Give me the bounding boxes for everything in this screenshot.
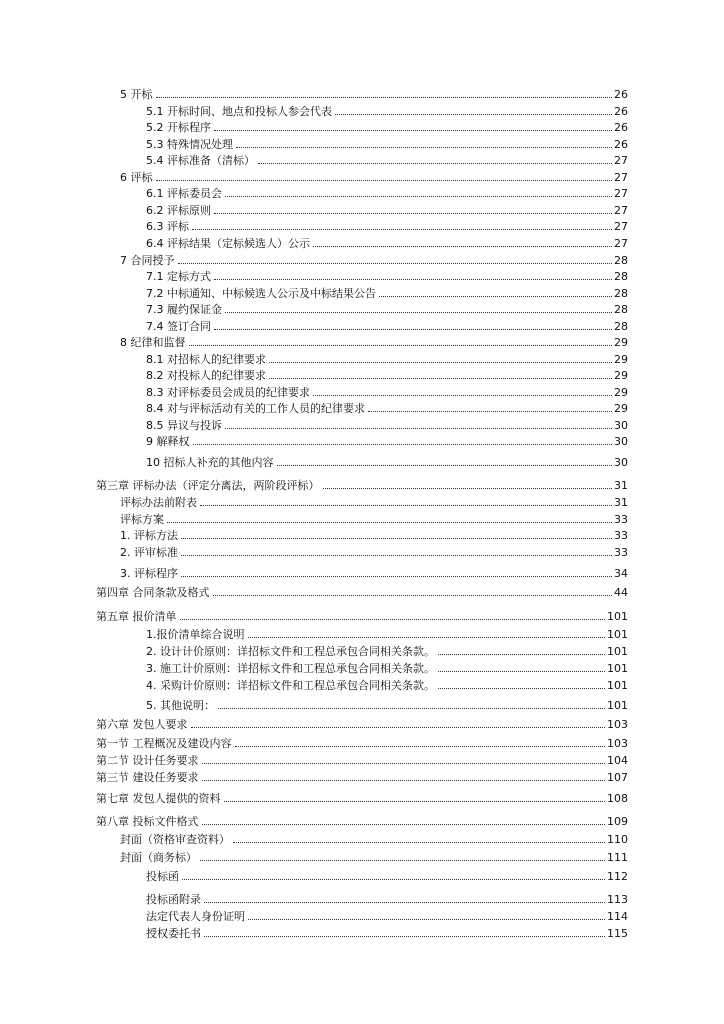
- toc-entry[interactable]: [146, 202, 628, 217]
- toc-leader: [225, 312, 612, 313]
- toc-leader: [248, 919, 605, 920]
- toc-leader: [192, 229, 612, 230]
- toc-entry[interactable]: [146, 136, 628, 151]
- toc-leader: [178, 263, 613, 264]
- toc-entry-label: 4. 采购计价原则：详招标文件和工程总承包合同相关条款。: [146, 679, 435, 692]
- toc-leader: [225, 196, 612, 197]
- toc-entry-page: 29: [614, 353, 628, 366]
- toc-entry-page: 27: [614, 237, 628, 250]
- toc-entry[interactable]: [146, 285, 628, 300]
- toc-leader: [214, 329, 612, 330]
- toc-leader: [181, 555, 612, 556]
- toc-entry-page: 44: [614, 586, 628, 599]
- toc-entry[interactable]: [146, 626, 628, 641]
- toc-leader: [214, 213, 612, 214]
- toc-entry[interactable]: [146, 384, 628, 399]
- toc-leader: [258, 163, 612, 164]
- toc-entry-label: 10 招标人补充的其他内容: [146, 456, 274, 469]
- toc-entry[interactable]: [146, 697, 628, 712]
- toc-entry-page: 33: [614, 546, 628, 559]
- toc-entry-page: 33: [614, 513, 628, 526]
- toc-entry-page: 103: [607, 737, 628, 750]
- toc-entry[interactable]: [146, 891, 628, 906]
- toc-entry-page: 101: [607, 679, 628, 692]
- toc-leader: [200, 505, 612, 506]
- toc-entry[interactable]: [146, 218, 628, 233]
- toc-entry-label: 第八章 投标文件格式: [96, 815, 199, 828]
- toc-entry-label: 8.3 对评标委员会成员的纪律要求: [146, 386, 310, 399]
- toc-entry[interactable]: [120, 849, 628, 864]
- toc-leader: [438, 654, 605, 655]
- toc-leader: [313, 395, 612, 396]
- toc-entry-page: 27: [614, 204, 628, 217]
- toc-entry-page: 29: [614, 369, 628, 382]
- toc-entry-page: 33: [614, 529, 628, 542]
- toc-entry-page: 29: [614, 336, 628, 349]
- toc-entry-page: 26: [614, 105, 628, 118]
- toc-entry-label: 8 纪律和监督: [120, 336, 186, 349]
- toc-leader: [269, 362, 612, 363]
- toc-entry-page: 26: [614, 138, 628, 151]
- toc-entry-label: 7 合同授予: [120, 254, 175, 267]
- toc-entry-page: 31: [614, 496, 628, 509]
- toc-entry-label: 5.3 特殊情况处理: [146, 138, 233, 151]
- toc-entry[interactable]: [146, 119, 628, 134]
- toc-entry-label: 第三节 建设任务要求: [96, 771, 199, 784]
- toc-entry[interactable]: [146, 660, 628, 675]
- toc-entry-label: 5 开标: [120, 88, 153, 101]
- toc-leader: [368, 411, 612, 412]
- toc-entry-page: 34: [614, 567, 628, 580]
- toc-entry-page: 28: [614, 254, 628, 267]
- toc-entry[interactable]: [146, 925, 628, 940]
- toc-leader: [204, 936, 605, 937]
- toc-entry-label: 6.1 评标委员会: [146, 187, 222, 200]
- toc-entry-label: 第七章 发包人提供的资料: [96, 792, 221, 805]
- toc-entry[interactable]: [120, 169, 628, 184]
- toc-entry-label: 7.2 中标通知、中标候选人公示及中标结果公告: [146, 287, 376, 300]
- toc-leader: [214, 130, 612, 131]
- toc-entry-page: 28: [614, 287, 628, 300]
- toc-entry-label: 9 解释权: [146, 435, 190, 448]
- toc-leader: [335, 114, 612, 115]
- toc-entry-page: 26: [614, 121, 628, 134]
- toc-leader: [202, 780, 606, 781]
- toc-entry-label: 授权委托书: [146, 927, 201, 940]
- toc-entry-label: 6.3 评标: [146, 220, 189, 233]
- toc-entry-page: 101: [607, 610, 628, 623]
- toc-entry-label: 2. 评审标准: [120, 546, 178, 559]
- toc-entry[interactable]: [96, 584, 628, 599]
- toc-entry-page: 30: [614, 419, 628, 432]
- toc-entry-label: 第六章 发包人要求: [96, 718, 188, 731]
- toc-entry[interactable]: [146, 417, 628, 432]
- toc-entry-page: 101: [607, 645, 628, 658]
- toc-entry[interactable]: [146, 868, 628, 883]
- toc-entry-page: 110: [607, 833, 628, 846]
- toc-entry-label: 6 评标: [120, 171, 153, 184]
- toc-leader: [204, 902, 605, 903]
- toc-entry-page: 112: [607, 870, 628, 883]
- toc-entry[interactable]: [96, 769, 628, 784]
- toc-entry-label: 封面（资格审查资料）: [120, 833, 230, 846]
- toc-entry[interactable]: [120, 831, 628, 846]
- toc-entry-label: 投标函附录: [146, 893, 201, 906]
- toc-entry-page: 28: [614, 270, 628, 283]
- toc-entry[interactable]: [146, 301, 628, 316]
- toc-entry[interactable]: [96, 752, 628, 767]
- toc-leader: [202, 824, 606, 825]
- toc-entry-label: 7.3 履约保证金: [146, 303, 222, 316]
- toc-entry-label: 5.1 开标时间、地点和投标人参会代表: [146, 105, 332, 118]
- toc-entry[interactable]: [120, 334, 628, 349]
- toc-leader: [224, 801, 606, 802]
- toc-entry-page: 101: [607, 628, 628, 641]
- toc-entry-label: 8.2 对投标人的纪律要求: [146, 369, 266, 382]
- toc-entry-label: 7.4 签订合同: [146, 320, 211, 333]
- toc-entry[interactable]: [146, 351, 628, 366]
- toc-entry-label: 第二节 设计任务要求: [96, 754, 199, 767]
- toc-leader: [248, 637, 606, 638]
- toc-entry-label: 1.报价清单综合说明: [146, 628, 245, 641]
- toc-entry-label: 第一节 工程概况及建设内容: [96, 737, 232, 750]
- toc-entry-page: 29: [614, 386, 628, 399]
- toc-entry-label: 3. 评标程序: [120, 567, 178, 580]
- toc-entry-page: 26: [614, 88, 628, 101]
- toc-leader: [269, 378, 612, 379]
- toc-leader: [202, 763, 606, 764]
- toc-entry[interactable]: [146, 318, 628, 333]
- toc-entry-page: 104: [607, 754, 628, 767]
- toc-entry[interactable]: [146, 433, 628, 448]
- toc-entry-page: 30: [614, 435, 628, 448]
- toc-entry-page: 101: [607, 662, 628, 675]
- toc-entry-page: 113: [607, 893, 628, 906]
- toc-entry-page: 29: [614, 402, 628, 415]
- toc-entry-page: 27: [614, 154, 628, 167]
- toc-leader: [181, 576, 612, 577]
- toc-entry-label: 8.1 对招标人的纪律要求: [146, 353, 266, 366]
- toc-entry-label: 第三章 评标办法（评定分离法，两阶段评标）: [96, 479, 320, 492]
- toc-entry[interactable]: [96, 608, 628, 623]
- toc-entry-label: 第五章 报价清单: [96, 610, 177, 623]
- toc-entry[interactable]: [96, 813, 628, 828]
- toc-entry-page: 111: [607, 851, 628, 864]
- toc-entry-label: 7.1 定标方式: [146, 270, 211, 283]
- toc-entry-page: 28: [614, 303, 628, 316]
- toc-entry[interactable]: [120, 511, 628, 526]
- toc-leader: [379, 296, 612, 297]
- toc-entry-page: 109: [607, 815, 628, 828]
- toc-entry-page: 103: [607, 718, 628, 731]
- toc-entry-label: 8.5 异议与投诉: [146, 419, 222, 432]
- toc-entry[interactable]: [120, 527, 628, 542]
- toc-leader: [233, 842, 605, 843]
- toc-entry-page: 101: [607, 699, 628, 712]
- toc-entry[interactable]: [146, 677, 628, 692]
- toc-entry-label: 5.4 评标准备（清标）: [146, 154, 255, 167]
- toc-entry[interactable]: [146, 103, 628, 118]
- toc-entry-label: 5. 其他说明：: [146, 699, 215, 712]
- toc-entry[interactable]: [96, 716, 628, 731]
- toc-entry-label: 法定代表人身份证明: [146, 910, 245, 923]
- toc-entry-label: 2. 设计计价原则：详招标文件和工程总承包合同相关条款。: [146, 645, 435, 658]
- toc-leader: [218, 708, 605, 709]
- toc-entry-label: 1. 评标方法: [120, 529, 178, 542]
- toc-entry[interactable]: [120, 86, 628, 101]
- toc-entry-label: 评标方案: [120, 513, 164, 526]
- toc-leader: [313, 246, 612, 247]
- toc-entry[interactable]: [96, 477, 628, 492]
- toc-leader: [167, 522, 612, 523]
- toc-leader: [181, 538, 612, 539]
- toc-leader: [213, 595, 613, 596]
- toc-entry-page: 27: [614, 187, 628, 200]
- toc-entry-page: 108: [607, 792, 628, 805]
- toc-entry[interactable]: [146, 643, 628, 658]
- toc-entry-label: 6.4 评标结果（定标候选人）公示: [146, 237, 310, 250]
- toc-leader: [156, 97, 613, 98]
- toc-entry-page: 27: [614, 220, 628, 233]
- toc-leader: [323, 488, 613, 489]
- toc-entry-page: 114: [607, 910, 628, 923]
- toc-entry[interactable]: [146, 908, 628, 923]
- toc-entry-label: 第四章 合同条款及格式: [96, 586, 210, 599]
- toc-entry-label: 5.2 开标程序: [146, 121, 211, 134]
- toc-entry[interactable]: [146, 367, 628, 382]
- toc-entry[interactable]: [146, 152, 628, 167]
- toc-leader: [277, 465, 613, 466]
- toc-entry-page: 28: [614, 320, 628, 333]
- toc-entry[interactable]: [120, 494, 628, 509]
- toc-entry[interactable]: [146, 454, 628, 469]
- toc-entry[interactable]: [120, 565, 628, 580]
- toc-leader: [236, 147, 612, 148]
- toc-entry[interactable]: [96, 735, 628, 750]
- toc-leader: [193, 444, 613, 445]
- toc-leader: [156, 180, 613, 181]
- toc-entry-page: 115: [607, 927, 628, 940]
- toc-entry-page: 30: [614, 456, 628, 469]
- toc-leader: [191, 727, 606, 728]
- toc-leader: [438, 671, 605, 672]
- toc-leader: [235, 746, 606, 747]
- toc-entry[interactable]: [146, 235, 628, 250]
- toc-leader: [180, 619, 606, 620]
- toc-leader: [189, 345, 613, 346]
- toc-entry-label: 投标函: [146, 870, 179, 883]
- toc-entry-label: 评标办法前附表: [120, 496, 197, 509]
- toc-leader: [438, 688, 605, 689]
- toc-leader: [225, 428, 612, 429]
- toc-entry-label: 8.4 对与评标活动有关的工作人员的纪律要求: [146, 402, 365, 415]
- toc-entry[interactable]: [120, 252, 628, 267]
- toc-entry-label: 6.2 评标原则: [146, 204, 211, 217]
- toc-entry[interactable]: [120, 544, 628, 559]
- toc-entry-label: 3. 施工计价原则：详招标文件和工程总承包合同相关条款。: [146, 662, 435, 675]
- toc-entry-page: 31: [614, 479, 628, 492]
- toc-leader: [214, 279, 612, 280]
- toc-entry-label: 封面（商务标）: [120, 851, 197, 864]
- toc-entry[interactable]: [146, 268, 628, 283]
- toc-entry-page: 27: [614, 171, 628, 184]
- toc-entry[interactable]: [96, 790, 628, 805]
- toc-leader: [182, 879, 605, 880]
- toc-leader: [200, 860, 605, 861]
- toc-entry[interactable]: [146, 400, 628, 415]
- toc-entry-page: 107: [607, 771, 628, 784]
- toc-entry[interactable]: [146, 185, 628, 200]
